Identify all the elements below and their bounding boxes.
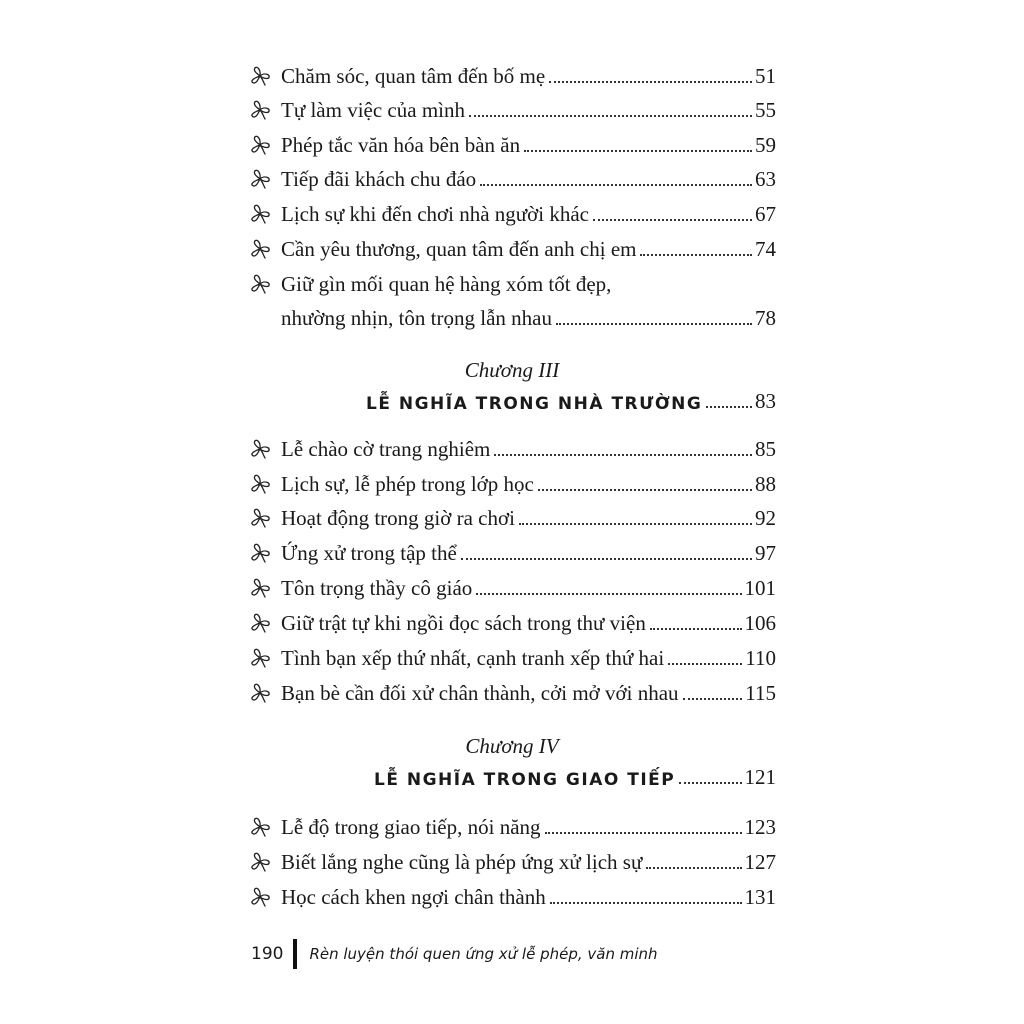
toc-entry-page: 106 bbox=[744, 611, 776, 635]
toc-entry bbox=[248, 55, 776, 89]
toc-entry-page: 101 bbox=[744, 576, 776, 600]
page-footer bbox=[251, 936, 658, 972]
toc-entry bbox=[248, 806, 776, 840]
leader-dots bbox=[706, 406, 752, 408]
clover-ornament-icon bbox=[248, 437, 272, 461]
leader-dots bbox=[538, 489, 752, 491]
toc-entry bbox=[248, 532, 776, 566]
toc-entry bbox=[248, 158, 776, 192]
leader-dots bbox=[550, 902, 742, 904]
toc-entry bbox=[248, 876, 776, 910]
chapter-title-text: LỄ NGHĨA TRONG GIAO TIẾP bbox=[374, 770, 676, 790]
clover-ornament-icon bbox=[248, 541, 272, 565]
clover-ornament-icon bbox=[248, 815, 272, 839]
leader-dots bbox=[640, 254, 752, 256]
clover-ornament-icon bbox=[248, 611, 272, 635]
toc-entry-title: Cần yêu thương, quan tâm đến anh chị em bbox=[281, 237, 637, 261]
toc-entry-title: Chăm sóc, quan tâm đến bố mẹ bbox=[281, 64, 546, 88]
toc-entry bbox=[248, 672, 776, 706]
clover-ornament-icon bbox=[248, 646, 272, 670]
toc-entry bbox=[248, 228, 776, 262]
toc-entry-title: Tiếp đãi khách chu đáo bbox=[281, 167, 477, 191]
toc-entry-title: Bạn bè cần đối xử chân thành, cởi mở với nhau bbox=[281, 681, 679, 705]
leader-dots bbox=[679, 782, 741, 784]
toc-entry bbox=[248, 567, 776, 601]
clover-ornament-icon bbox=[248, 885, 272, 909]
chapter-title bbox=[248, 384, 776, 414]
footer-page-number: 190 bbox=[251, 944, 284, 964]
toc-entry-page: 67 bbox=[755, 202, 776, 226]
toc-entry-title: Giữ gìn mối quan hệ hàng xóm tốt đẹp, bbox=[281, 272, 612, 296]
toc-entry-title: Biết lắng nghe cũng là phép ứng xử lịch sự bbox=[281, 850, 643, 874]
toc-entry-title: Lịch sự, lễ phép trong lớp học bbox=[281, 472, 534, 496]
clover-ornament-icon bbox=[248, 681, 272, 705]
toc-entry-continuation bbox=[248, 297, 776, 331]
clover-ornament-icon bbox=[248, 472, 272, 496]
toc-entry-page: 55 bbox=[755, 98, 776, 122]
toc-entry-page: 131 bbox=[744, 885, 776, 909]
leader-dots bbox=[461, 558, 752, 560]
toc-entry-page: 115 bbox=[745, 681, 776, 705]
toc-entry-title: nhường nhịn, tôn trọng lẫn nhau bbox=[281, 306, 552, 330]
chapter-label: Chương III bbox=[464, 358, 560, 382]
toc-entry-page: 127 bbox=[744, 850, 776, 874]
chapter-title bbox=[248, 760, 776, 790]
chapter-title-text: LỄ NGHĨA TRONG NHÀ TRƯỜNG bbox=[366, 394, 703, 414]
toc-entry bbox=[248, 193, 776, 227]
toc-entry-page: 74 bbox=[755, 237, 776, 261]
toc-entry bbox=[248, 497, 776, 531]
toc-entry-page: 88 bbox=[755, 472, 776, 496]
toc-entry bbox=[248, 124, 776, 158]
leader-dots bbox=[650, 628, 742, 630]
toc-entry bbox=[248, 463, 776, 497]
leader-dots bbox=[545, 832, 742, 834]
clover-ornament-icon bbox=[248, 506, 272, 530]
chapter-page: 121 bbox=[744, 765, 776, 789]
toc-entry-page: 110 bbox=[745, 646, 776, 670]
toc-entry-title: Lịch sự khi đến chơi nhà người khác bbox=[281, 202, 589, 226]
toc-entry bbox=[248, 428, 776, 462]
toc-entry bbox=[248, 841, 776, 875]
toc-entry-multiline bbox=[248, 263, 776, 297]
toc-entry-page: 123 bbox=[744, 815, 776, 839]
toc-entry-page: 59 bbox=[755, 133, 776, 157]
toc-entry-title: Ứng xử trong tập thể bbox=[281, 541, 457, 565]
clover-ornament-icon bbox=[248, 98, 272, 122]
leader-dots bbox=[469, 115, 752, 117]
leader-dots bbox=[668, 663, 742, 665]
footer-book-title: Rèn luyện thói quen ứng xử lễ phép, văn minh bbox=[309, 945, 658, 963]
leader-dots bbox=[494, 454, 752, 456]
toc-entry-page: 97 bbox=[755, 541, 776, 565]
leader-dots bbox=[593, 219, 752, 221]
toc-entry bbox=[248, 89, 776, 123]
toc-entry-title: Giữ trật tự khi ngồi đọc sách trong thư viện bbox=[281, 611, 646, 635]
toc-entry-page: 51 bbox=[755, 64, 776, 88]
leader-dots bbox=[519, 523, 752, 525]
toc-entry-title: Lễ độ trong giao tiếp, nói năng bbox=[281, 815, 541, 839]
leader-dots bbox=[646, 867, 741, 869]
clover-ornament-icon bbox=[248, 202, 272, 226]
clover-ornament-icon bbox=[248, 272, 272, 296]
toc-entry-title: Tình bạn xếp thứ nhất, cạnh tranh xếp thứ hai bbox=[281, 646, 665, 670]
toc-entry bbox=[248, 602, 776, 636]
clover-ornament-icon bbox=[248, 576, 272, 600]
leader-dots bbox=[476, 593, 741, 595]
chapter-page: 83 bbox=[755, 389, 776, 413]
toc-entry-page: 63 bbox=[755, 167, 776, 191]
toc-entry-title: Lễ chào cờ trang nghiêm bbox=[281, 437, 491, 461]
leader-dots bbox=[556, 323, 752, 325]
toc-entry-title: Tự làm việc của mình bbox=[281, 98, 465, 122]
toc-entry bbox=[248, 637, 776, 671]
chapter-label: Chương IV bbox=[465, 734, 559, 758]
toc-entry-title: Phép tắc văn hóa bên bàn ăn bbox=[281, 133, 521, 157]
clover-ornament-icon bbox=[248, 237, 272, 261]
toc-entry-page: 85 bbox=[755, 437, 776, 461]
footer-divider bbox=[293, 939, 297, 969]
clover-ornament-icon bbox=[248, 64, 272, 88]
clover-ornament-icon bbox=[248, 133, 272, 157]
toc-entry-page: 78 bbox=[755, 306, 776, 330]
clover-ornament-icon bbox=[248, 850, 272, 874]
toc-entry-title: Học cách khen ngợi chân thành bbox=[281, 885, 546, 909]
toc-entry-title: Hoạt động trong giờ ra chơi bbox=[281, 506, 515, 530]
toc-entry-title: Tôn trọng thầy cô giáo bbox=[281, 576, 473, 600]
leader-dots bbox=[549, 81, 752, 83]
leader-dots bbox=[480, 184, 752, 186]
toc-entry-page: 92 bbox=[755, 506, 776, 530]
clover-ornament-icon bbox=[248, 167, 272, 191]
leader-dots bbox=[683, 698, 743, 700]
leader-dots bbox=[524, 150, 752, 152]
